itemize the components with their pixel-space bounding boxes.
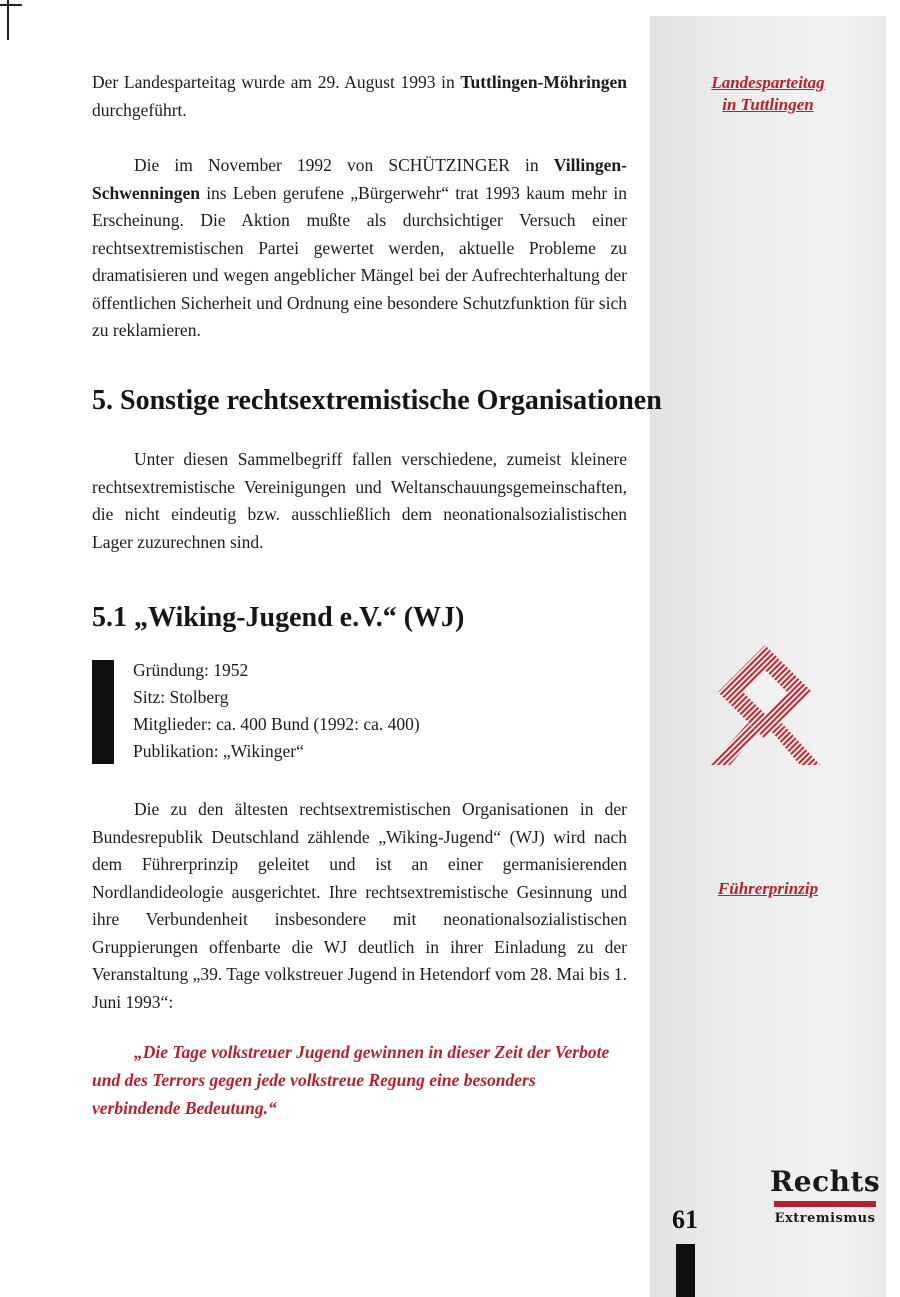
fact-publication: Publikation: „Wikinger“ bbox=[133, 741, 304, 761]
crop-mark-vertical bbox=[7, 0, 9, 40]
rechts-extremismus-logo bbox=[770, 1165, 880, 1245]
paragraph-landesparteitag bbox=[92, 69, 627, 124]
margin-note-fuehrerprinzip: Führerprinzip bbox=[717, 879, 819, 898]
paragraph-text: durchgeführt. bbox=[92, 99, 187, 120]
margin-note-landesparteitag bbox=[650, 72, 886, 116]
page-number: 61 bbox=[672, 1205, 698, 1234]
fact-founding: Gründung: 1952 bbox=[133, 660, 249, 680]
fact-seat: Sitz: Stolberg bbox=[133, 687, 229, 707]
paragraph-wiking-jugend: Die zu den ältesten rechtsextremistischen Organisationen in der Bundesrepublik Deutschland zählende „Wiking-Jugend“ (WJ) wird nach dem Führerprinzip geleitet und ist an einer germanisierenden Nordlandideologie ausgerichtet. Ihre rechtsextremistische Gesinnung und ihre Verbundenheit insbesondere mit neonationalsozialistischen Gruppierungen offenbarte die WJ deutlich in ihrer Einladung zu der Veranstaltung „39. Tage volkstreuer Jugend in Hetendorf vom 28. Mai bis 1. Juni 1993“: bbox=[92, 799, 628, 1012]
logo-red-stripe bbox=[774, 1201, 876, 1207]
crop-mark-horizontal bbox=[0, 4, 22, 6]
paragraph-text: Der Landesparteitag wurde am 29. August 1993 in bbox=[92, 72, 461, 92]
quote-red: „Die Tage volkstreuer Jugend gewinnen in dieser Zeit der Verbote und des Terrors gegen jede volkstreue Regung eine besonders verbindende Bedeutung.“ bbox=[92, 1042, 610, 1118]
margin-note-line: Landesparteitag bbox=[711, 73, 825, 92]
place-name-bold: Villingen-Schwenningen bbox=[92, 155, 627, 203]
place-name-bold: Tuttlingen-Möhringen bbox=[460, 72, 627, 92]
paragraph-buergerwehr bbox=[92, 152, 627, 345]
page-number-bar bbox=[676, 1244, 695, 1297]
paragraph-text: Die im November 1992 von SCHÜTZINGER in bbox=[134, 155, 554, 175]
paragraph-sammelbegriff: Unter diesen Sammelbegriff fallen verschiedene, zumeist kleinere rechtsextremistische Vereinigungen und Weltanschauungsgemeinschaften, die nicht eindeutig bzw. ausschließlich dem neonationalsozialistischen Lager zuzurechnen sind. bbox=[92, 449, 627, 552]
fact-members: Mitglieder: ca. 400 Bund (1992: ca. 400) bbox=[133, 714, 420, 734]
section-heading-5: 5. Sonstige rechtsextremistische Organisationen bbox=[92, 385, 662, 416]
odal-rune-icon bbox=[700, 640, 830, 770]
paragraph-text: ins Leben gerufene „Bürgerwehr“ trat 1993 kaum mehr in Erscheinung. Die Aktion mußte als durchsichtiger Versuch einer rechtsextremistischen Partei gewertet werden, aktuelle Probleme zu dramatisieren und wegen angeblicher Mängel bei der Aufrechterhaltung der öffentlichen Sicherheit und Ordnung eine besondere Schutzfunktion für sich zu reklamieren. bbox=[92, 182, 627, 340]
margin-note-line: in Tuttlingen bbox=[722, 95, 814, 114]
fact-box-bar bbox=[92, 660, 114, 764]
fact-box bbox=[133, 657, 420, 765]
section-heading-5-1: 5.1 „Wiking-Jugend e.V.“ (WJ) bbox=[92, 602, 465, 633]
logo-word-top: Rechts bbox=[770, 1165, 881, 1198]
logo-word-bottom: Extremismus bbox=[774, 1211, 876, 1226]
